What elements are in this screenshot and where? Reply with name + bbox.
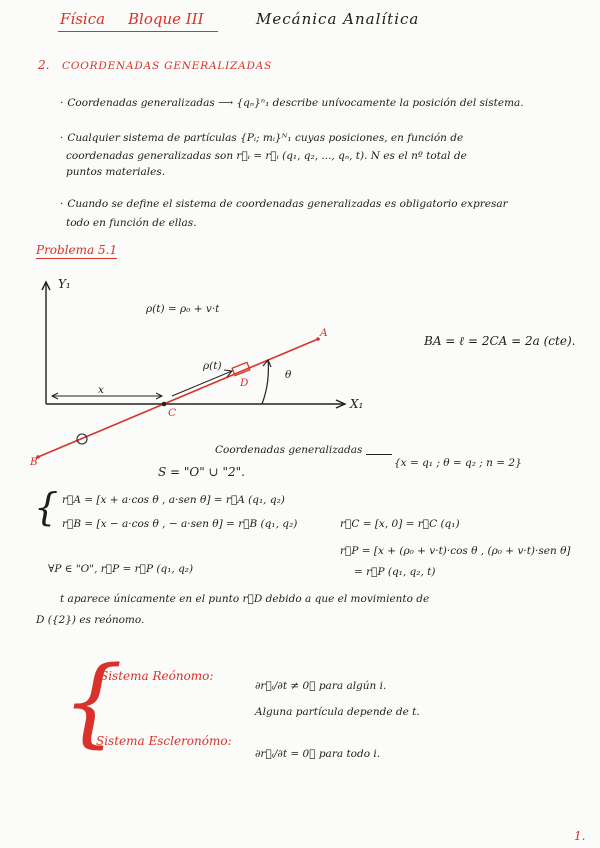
length-relation: BA = ℓ = 2CA = 2a (cte). [424,334,576,348]
point-c-label: C [168,407,177,419]
bullet-2-line-1: · Cualquier sistema de partículas {Pᵢ; mᵢ}ᴺ₁ cuyas posiciones, en función de [60,132,463,144]
x-axis-label: X₁ [350,397,364,411]
generalized-value: {x = q₁ ; θ = q₂ ; n = 2} [394,457,522,469]
position-p-line-2: = r⃗P (q₁, q₂, t) [354,566,436,578]
generalized-arrow [366,454,392,455]
page-number: 1. [574,829,586,843]
scleronomous-equation: ∂r⃗ᵢ/∂t = 0⃗ para todo i. [255,748,381,760]
pivot-c [162,402,167,407]
bullet-3-line-2: todo en función de ellas. [66,217,197,229]
rheonomous-equation: ∂r⃗ᵢ/∂t ≠ 0⃗ para algún i. [255,680,387,692]
theta-label: θ [285,369,292,381]
system-definition: S = "O" ∪ "2". [158,465,245,479]
rheonomous-note: Alguna partícula depende de t. [255,706,420,718]
rho-label: ρ(t) [203,360,222,372]
header-block: Bloque III [128,10,204,28]
bullet-1-line-1: · Coordenadas generalizadas ⟶ {qₙ}ⁿ₁ describe unívocamente la posición del sistema. [60,97,524,109]
rigid-body-points: ∀P ∈ "O", r⃗P = r⃗P (q₁, q₂) [48,563,194,575]
problem-title: Problema 5.1 [36,243,118,257]
left-brace: { [34,485,59,529]
point-d-label: D [240,377,249,389]
point-b-label: B [30,456,38,468]
position-c: r⃗C = [x, 0] = r⃗C (q₁) [340,518,460,530]
bullet-3-line-1: · Cuando se define el sistema de coordenadas generalizadas es obligatorio expresar [60,198,508,210]
definitions-brace: { [62,646,124,758]
explanation-line-1: t aparece únicamente en el punto r⃗D debido a que el movimiento de [60,593,430,605]
point-a-label: A [320,327,328,339]
y-axis-label: Y₁ [58,277,71,291]
rho-equation: ρ(t) = ρ₀ + v·t [146,303,220,315]
explanation-line-2: D ({2}) es reónomo. [36,614,145,626]
x-label: x [98,384,104,396]
position-p-line-1: r⃗P = [x + (ρ₀ + v·t)·cos θ , (ρ₀ + v·t)·sen θ] [340,545,571,557]
header-topic: Mecánica Analítica [256,10,420,28]
theta-arc [262,360,268,404]
rho-arrow-line [172,371,232,396]
bullet-2-line-3: puntos materiales. [66,166,166,178]
rod-line [38,339,318,457]
header-subject: Física [60,10,106,28]
generalized-label: Coordenadas generalizadas [215,444,363,456]
section-number: 2. [38,58,50,72]
bullet-2-line-2: coordenadas generalizadas son r⃗ᵢ = r⃗ᵢ (q₁, q₂, ..., qₙ, t). N es el nº total de [66,150,467,162]
scleronomous-title: Sistema Escleronómo: [96,734,232,748]
position-b: r⃗B = [x − a·cos θ , − a·sen θ] = r⃗B (q₁, q₂) [62,518,298,530]
position-a: r⃗A = [x + a·cos θ , a·sen θ] = r⃗A (q₁, q₂) [62,494,285,506]
rheonomous-title: Sistema Reónomo: [100,669,214,683]
section-title: COORDENADAS GENERALIZADAS [62,60,273,72]
